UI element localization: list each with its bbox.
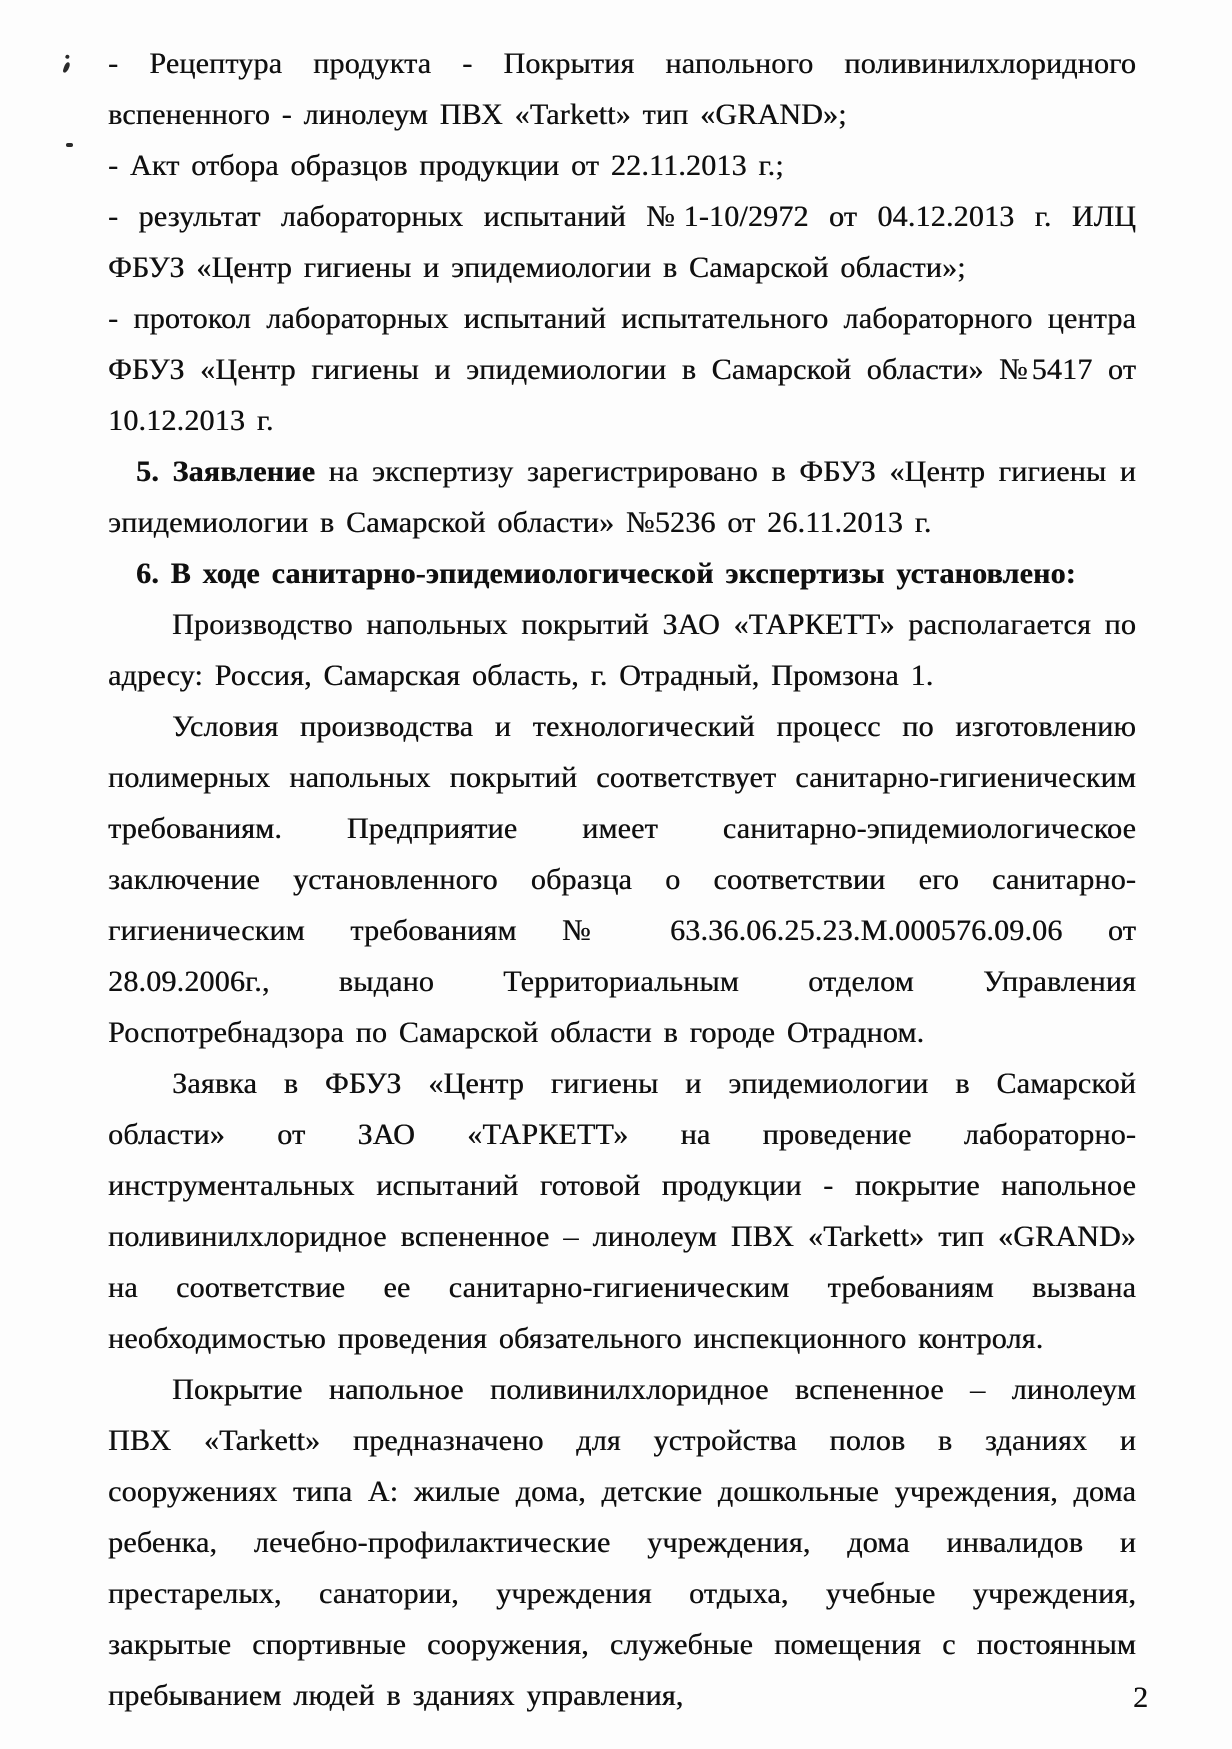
- paragraph-application-request: Заявка в ФБУЗ «Центр гигиены и эпидемиологии в Самарской области» от ЗАО «ТАРКЕТТ» на проведение лабораторно-инструментальных испытаний готовой продукции - покрытие напольное поливинилхлоридное вспененное – линолеум ПВХ «Tarkett» тип «GRAND» на соответствие ее санитарно-гигиеническим требованиям вызвана необходимостью проведения обязательного инспекционного контроля.: [108, 1067, 1136, 1355]
- paragraph-production-location: Производство напольных покрытий ЗАО «ТАРКЕТТ» располагается по адресу: Россия, Самарская область, г. Отрадный, Промзона 1.: [108, 608, 1136, 692]
- scan-artifact-mark: [66, 143, 73, 147]
- paragraph-product-purpose: Покрытие напольное поливинилхлоридное вспененное – линолеум ПВХ «Tarkett» предназначено для устройства полов в зданиях и сооружениях типа А: жилые дома, детские дошкольные учреждения, дома ребенка, лечебно-профилактические учреждения, дома инвалидов и престарелых, санатории, учреждения отдыха, учебные учреждения, закрытые спортивные сооружения, служебные помещения с постоянным пребыванием людей в зданиях управления,: [108, 1373, 1136, 1712]
- list-item-lab-test-result: - результат лабораторных испытаний №1-10/2972 от 04.12.2013 г. ИЛЦ ФБУЗ «Центр гигиены и эпидемиологии в Самарской области»;: [108, 200, 1136, 284]
- list-item-sampling-act: - Акт отбора образцов продукции от 22.11.2013 г.;: [108, 149, 784, 182]
- list-item-product-recipe: - Рецептура продукта - Покрытия напольного поливинилхлоридного вспененного - линолеум ПВХ «Tarkett» тип «GRAND»;: [108, 47, 1136, 131]
- clause-5-lead: 5. Заявление: [136, 455, 316, 488]
- list-item-lab-test-protocol: - протокол лабораторных испытаний испытательного лабораторного центра ФБУЗ «Центр гигиены и эпидемиологии в Самарской области» №5417 от 10.12.2013 г.: [108, 302, 1136, 437]
- page-number: 2: [1133, 1681, 1148, 1714]
- document-body: [108, 38, 1136, 1721]
- clause-5-text: на экспертизу зарегистрировано в ФБУЗ «Центр гигиены и эпидемиологии в Самарской области» №5236 от 26.11.2013 г.: [108, 455, 1136, 539]
- clause-5: [108, 446, 1136, 548]
- paragraph-production-conditions: Условия производства и технологический процесс по изготовлению полимерных напольных покрытий соответствует санитарно-гигиеническим требованиям. Предприятие имеет санитарно-эпидемиологическое заключение установленного образца о соответствии его санитарно-гигиеническим требованиям № 63.36.06.25.23.М.000576.09.06 от 28.09.2006г., выдано Территориальным отделом Управления Роспотребнадзора по Самарской области в городе Отрадном.: [108, 710, 1136, 1049]
- scan-artifact-mark: [62, 61, 70, 73]
- clause-6-heading: 6. В ходе санитарно-эпидемиологической экспертизы установлено:: [136, 557, 1076, 590]
